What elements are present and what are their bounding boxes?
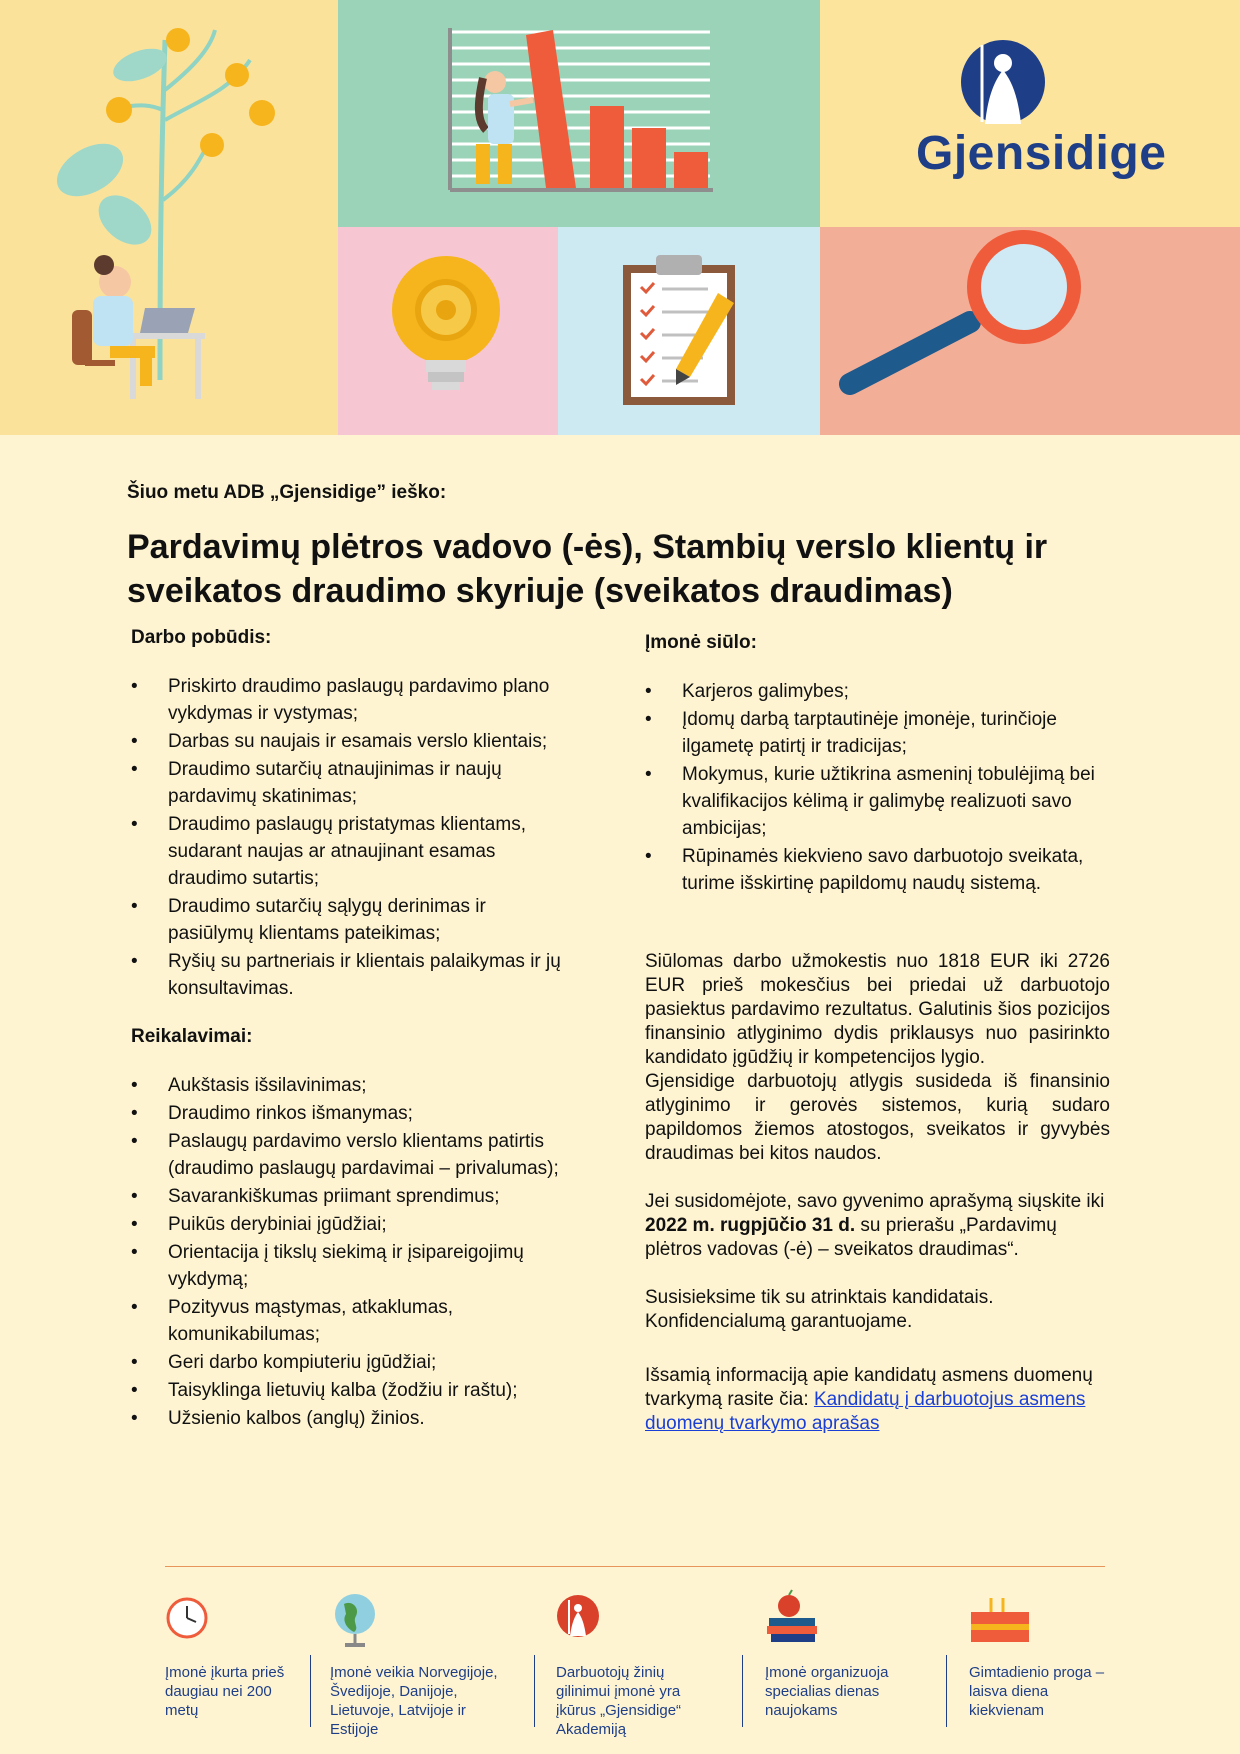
list-item: • Ryšių su partneriais ir klientais palaikymas ir jų konsultavimas. [131, 948, 571, 1002]
offer-heading: Įmonė siūlo: [645, 632, 757, 653]
feature-birthday [969, 1588, 1109, 1720]
feature-separator [742, 1655, 743, 1727]
requirements-heading: Reikalavimai: [131, 1026, 253, 1047]
intro-line: Šiuo metu ADB „Gjensidige” ieško: [127, 482, 447, 503]
list-item: • Draudimo sutarčių sąlygų derinimas ir pasiūlymų klientams pateikimas; [131, 893, 571, 947]
lightbulb-illustration [338, 227, 558, 435]
left-column [131, 627, 571, 1433]
list-item: • Įdomų darbą tarptautinėje įmonėje, turinčioje ilgametę patirtį ir tradicijas; [645, 706, 1110, 760]
work-heading: Darbo pobūdis: [131, 627, 272, 648]
header-banner [0, 0, 1240, 435]
confidentiality-line: Konfidencialumą garantuojame. [645, 1311, 913, 1332]
feature-newcomers [765, 1588, 925, 1720]
apply-text: Jei susidomėjote, savo gyvenimo aprašymą siųskite iki [645, 1191, 1105, 1212]
list-item: • Draudimo rinkos išmanymas; [131, 1100, 571, 1127]
offer-list [645, 678, 1110, 897]
requirements-list [131, 1072, 571, 1432]
gjensidige-emblem-icon [556, 1588, 616, 1650]
logo-tile [820, 0, 1240, 227]
list-item: • Draudimo paslaugų pristatymas klientams, sudarant naujas ar atnaujinant esamas draudimo sutartis; [131, 811, 571, 892]
list-item: • Taisyklinga lietuvių kalba (žodžiu ir raštu); [131, 1377, 571, 1404]
list-item: • Užsienio kalbos (anglų) žinios. [131, 1405, 571, 1432]
list-item: • Mokymus, kurie užtikrina asmeninį tobulėjimą bei kvalifikacijos kėlimą ir galimybę realizuoti savo ambicijas; [645, 761, 1110, 842]
list-item: • Savarankiškumas priimant sprendimus; [131, 1183, 571, 1210]
clipboard-checklist-illustration [558, 227, 820, 435]
list-item: • Pozityvus mąstymas, atkaklumas, komunikabilumas; [131, 1294, 571, 1348]
list-item: • Priskirto draudimo paslaugų pardavimo plano vykdymas ir vystymas; [131, 673, 571, 727]
globe-icon [330, 1588, 390, 1650]
gjensidige-emblem-icon [820, 0, 1240, 227]
plant-laptop-illustration [0, 0, 338, 435]
feature-text: Darbuotojų žinių gilinimui įmonė yra įkūrus „Gjensidige“ Akademiją [556, 1664, 682, 1738]
feature-text: Įmonė organizuoja specialias dienas naujokams [765, 1664, 889, 1719]
list-item: • Puikūs derybiniai įgūdžiai; [131, 1211, 571, 1238]
apply-paragraph [645, 1190, 1110, 1262]
benefits-paragraph: Gjensidige darbuotojų atlygis susideda iš finansinio atlyginimo ir gerovės sistemos, kurią sudaro papildomos žiemos atostogos, sveikatos ir gyvybės draudimas bei kitos naudos. [645, 1071, 1110, 1164]
privacy-paragraph [645, 1364, 1110, 1436]
magnifier-illustration [820, 227, 1240, 435]
feature-separator [946, 1655, 947, 1727]
apply-suffix: su prierašu „Pardavimų plėtros vadovas (-ė) – sveikatos draudimas“. [645, 1215, 1057, 1260]
feature-founded [165, 1588, 305, 1720]
list-item: • Rūpinamės kiekvieno savo darbuotojo sveikata, turime išskirtinę papildomų naudų sistemą. [645, 843, 1110, 897]
feature-text: Įmonė įkurta prieš daugiau nei 200 metų [165, 1664, 285, 1719]
work-list [131, 673, 571, 1002]
privacy-policy-link[interactable]: Kandidatų į darbuotojus asmens duomenų tvarkymo aprašas [645, 1389, 1086, 1434]
page-title: Pardavimų plėtros vadovo (-ės), Stambių verslo klientų ir sveikatos draudimo skyriuje (sveikatos draudimas) [127, 528, 1048, 610]
list-item: • Draudimo sutarčių atnaujinimas ir naujų pardavimų skatinimas; [131, 756, 571, 810]
list-item: • Aukštasis išsilavinimas; [131, 1072, 571, 1099]
bar-chart-illustration [338, 0, 820, 227]
feature-countries [330, 1588, 505, 1739]
privacy-text: Išsamią informaciją apie kandidatų asmens duomenų tvarkymą rasite čia: [645, 1365, 1093, 1410]
feature-text: Įmonė veikia Norvegijoje, Švedijoje, Danijoje, Lietuvoje, Latvijoje ir Estijoje [330, 1664, 498, 1738]
feature-separator [310, 1655, 311, 1727]
feature-academy [556, 1588, 721, 1739]
feature-separator [534, 1655, 535, 1727]
list-item: • Paslaugų pardavimo verslo klientams patirtis (draudimo paslaugų pardavimai – privalumas); [131, 1128, 571, 1182]
list-item: • Karjeros galimybes; [645, 678, 1110, 705]
books-apple-icon [765, 1588, 825, 1650]
feature-text: Gimtadienio proga – laisva diena kiekvienam [969, 1664, 1105, 1719]
list-item: • Geri darbo kompiuteriu įgūdžiai; [131, 1349, 571, 1376]
birthday-cake-icon [969, 1588, 1033, 1650]
contact-line: Susisieksime tik su atrinktais kandidatais. [645, 1287, 994, 1308]
brand-logo-text: Gjensidige [916, 127, 1167, 180]
right-column [645, 632, 1110, 1436]
apply-deadline: 2022 m. rugpjūčio 31 d. [645, 1215, 856, 1236]
list-item: • Darbas su naujais ir esamais verslo klientais; [131, 728, 571, 755]
footer-divider [165, 1566, 1105, 1567]
salary-paragraph: Siūlomas darbo užmokestis nuo 1818 EUR iki 2726 EUR prieš mokesčius bei priedai už darbuotojo pasiektus pardavimo rezultatus. Galutinis šios pozicijos finansinio atlyginimo dydis priklausys nuo pasirinkto kandidato įgūdžių ir kompetencijos lygio. [645, 951, 1110, 1068]
list-item: • Orientacija į tikslų siekimą ir įsipareigojimų vykdymą; [131, 1239, 571, 1293]
clock-icon [165, 1588, 225, 1650]
